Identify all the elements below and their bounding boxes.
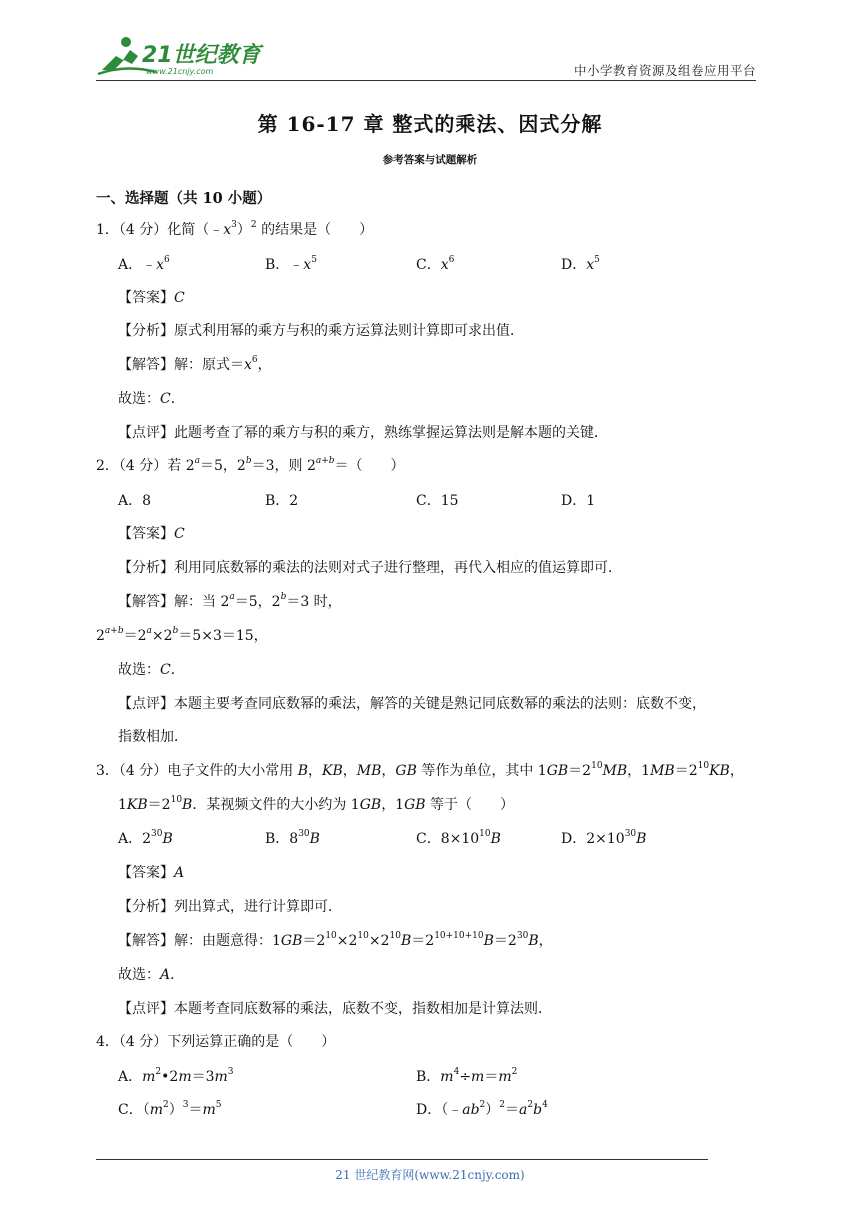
footer-divider: [96, 1159, 708, 1160]
question-3-analysis: 【分析】列出算式，进行计算即可．: [118, 899, 342, 915]
option-a: A．$2^{30}B$: [118, 829, 173, 847]
question-1-stem: 1．（4 分）化简$(﹣x^3)^2$ 的结果是（ ）: [96, 220, 374, 238]
logo-url: www.21cnjy.com: [146, 67, 214, 76]
question-3-stem-cont: $1KB=2^{10}B$．某视频文件的大小约为 1GB，1GB 等于（ ）: [118, 795, 515, 813]
question-1-choice: 故选：C．: [118, 391, 185, 407]
question-1-comment: 【点评】此题考查了幂的乘方与积的乘方，熟练掌握运算法则是解本题的关键．: [118, 425, 608, 441]
site-logo: [96, 34, 266, 78]
option-c: C．$8\times 10^{10}B$: [416, 829, 501, 847]
question-2-solution: 【解答】解：当 $2^a=5$，$2^b=3$ 时，: [118, 592, 342, 610]
option-b: B．$m^4\div m=m^2$: [416, 1067, 518, 1085]
question-2-options: [118, 490, 738, 510]
option-a: A．8: [118, 493, 152, 509]
question-4-options-row1: [118, 1066, 738, 1086]
question-3-solution: 【解答】解：由题意得：$1GB=2^{10}\times 2^{10}\times 2^{10}B=2^{10+10+10}B=2^{30}B$，: [118, 931, 553, 949]
page-subtitle: 参考答案与试题解析: [382, 154, 478, 166]
question-3-options: [118, 828, 738, 848]
option-a: A．$m^2•2m=3m^3$: [118, 1067, 234, 1085]
page-title: 第 16-17 章 整式的乘法、因式分解: [257, 112, 603, 136]
section-heading: 一、选择题（共 10 小题）: [96, 190, 272, 207]
option-b: B．2: [265, 493, 299, 509]
option-b: B．$﹣x^5$: [265, 255, 317, 273]
option-d: D．$2\times 10^{30}B$: [561, 829, 647, 847]
question-1-options: [118, 254, 738, 274]
question-2-comment: 【点评】本题主要考查同底数幂的乘法，解答的关键是熟记同底数幂的乘法的法则：底数不变，: [118, 696, 706, 712]
question-4-options-row2: [118, 1099, 738, 1119]
option-d: D．$x^5$: [561, 255, 600, 273]
question-3-answer: 【答案】A: [118, 865, 185, 881]
option-c: C．15: [416, 493, 459, 509]
question-2-analysis: 【分析】利用同底数幂的乘法的法则对式子进行整理，再代入相应的值运算即可．: [118, 560, 622, 576]
question-1-answer: 【答案】C: [118, 290, 185, 306]
question-2-comment-cont: 指数相加．: [118, 729, 188, 745]
header-platform-text: 中小学教育资源及组卷应用平台: [573, 63, 756, 78]
question-3-stem: 3．（4 分）电子文件的大小常用 B，KB，MB，GB 等作为单位，其中 $1GB=2^{10}MB$，$1MB=2^{10}KB$，: [96, 761, 744, 779]
option-a: A．$﹣x^6$: [118, 255, 170, 273]
option-c: C．$x^6$: [416, 255, 455, 273]
footer-link[interactable]: 21 世纪教育网(www.21cnjy.com): [335, 1168, 525, 1182]
question-3-choice: 故选：A．: [118, 967, 185, 983]
question-2-choice: 故选：C．: [118, 662, 185, 678]
question-2-step: $2^{a+b}=2^a\times 2^b=5\times 3=15$，: [96, 626, 268, 644]
option-c: C．$(m^2)^3=m^5$: [118, 1100, 222, 1118]
question-1-solution: 【解答】解：原式$=x^6$，: [118, 355, 272, 373]
question-2-answer: 【答案】C: [118, 526, 185, 542]
option-b: B．$8^{30}B$: [265, 829, 320, 847]
option-d: D．$(﹣ab^2)^2=a^2b^4$: [416, 1100, 548, 1118]
question-3-comment: 【点评】本题考查同底数幂的乘法，底数不变，指数相加是计算法则．: [118, 1001, 552, 1017]
option-d: D．1: [561, 493, 596, 509]
logo-text: 21世纪教育: [142, 43, 261, 68]
question-4-stem: 4．（4 分）下列运算正确的是（ ）: [96, 1034, 336, 1050]
question-2-stem: 2．（4 分）若 $2^a=5$，$2^b=3$，则 $2^{a+b}=$（ ）: [96, 456, 405, 474]
header-divider: [96, 80, 756, 81]
question-1-analysis: 【分析】原式利用幂的乘方与积的乘方运算法则计算即可求出值．: [118, 323, 524, 339]
page-header: [96, 34, 756, 84]
